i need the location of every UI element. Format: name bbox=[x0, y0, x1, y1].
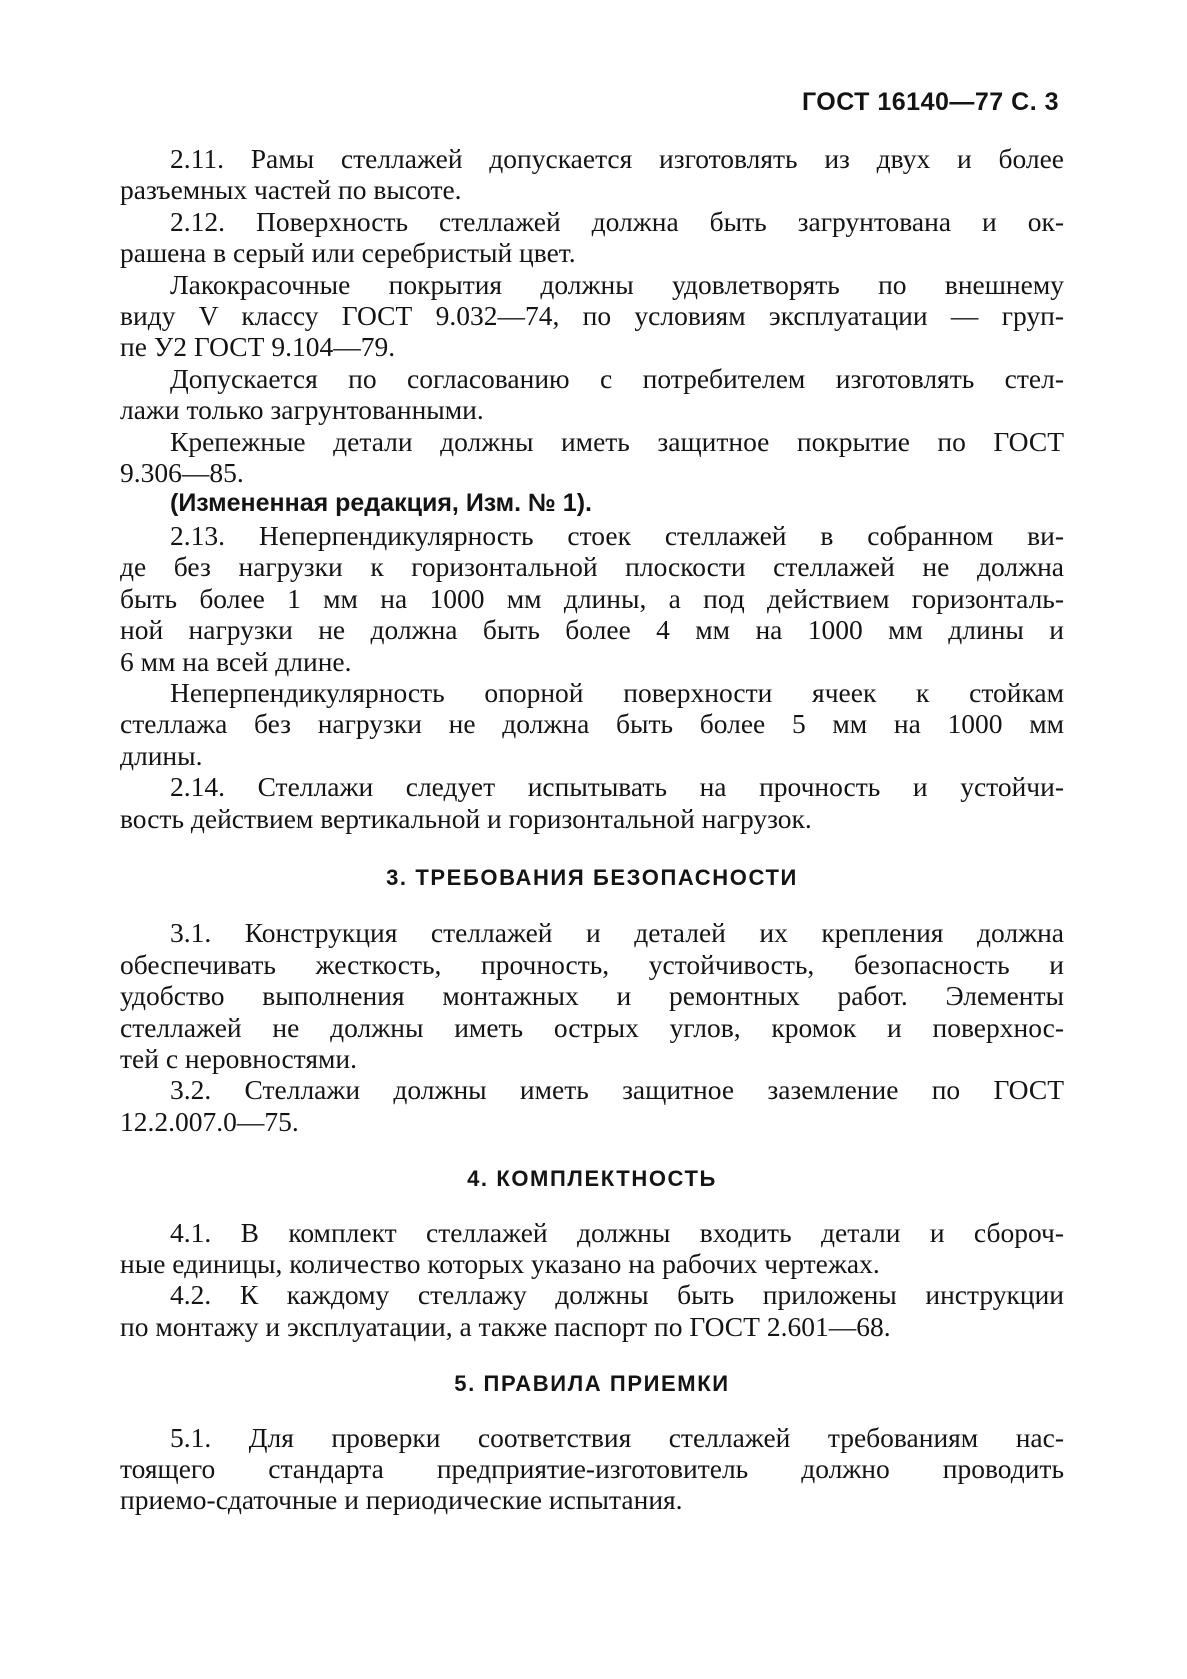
text-line: 3.1. Конструкция стеллажей и деталей их крепления должна bbox=[170, 917, 1064, 949]
text-line: пе У2 ГОСТ 9.104—79. bbox=[120, 331, 396, 363]
paragraph-2-13 bbox=[120, 520, 1064, 677]
text-line: 3.2. Стеллажи должны иметь защитное заземление по ГОСТ bbox=[170, 1074, 1064, 1106]
text-line: удобство выполнения монтажных и ремонтных работ. Элементы bbox=[120, 980, 1064, 1012]
page-header: ГОСТ 16140—77 С. 3 bbox=[801, 88, 1059, 116]
paragraph-2-11 bbox=[120, 143, 1064, 206]
text-line: 2.11. Рамы стеллажей допускается изготовлять из двух и более bbox=[170, 143, 1064, 174]
text-line: де без нагрузки к горизонтальной плоскости стеллажей не должна bbox=[120, 551, 1064, 583]
text-line: обеспечивать жесткость, прочность, устойчивость, безопасность и bbox=[120, 948, 1064, 980]
text-line: рашена в серый или серебристый цвет. bbox=[120, 237, 576, 269]
paragraph-paint-coatings bbox=[120, 269, 1064, 363]
text-line: Лакокрасочные покрытия должны удовлетворять по внешнему bbox=[170, 268, 1064, 300]
text-line: тоящего стандарта предприятие-изготовитель должно проводить bbox=[120, 1453, 1064, 1485]
text-line: Допускается по согласованию с потребителем изготовлять стел- bbox=[170, 362, 1064, 394]
text-line: 2.14. Стеллажи следует испытывать на прочность и устойчи- bbox=[170, 771, 1064, 803]
text-line: длины. bbox=[120, 739, 203, 771]
text-line: 2.13. Неперпендикулярность стоек стеллажей в собранном ви- bbox=[170, 519, 1064, 551]
text-line: лажи только загрунтованными. bbox=[120, 394, 484, 426]
text-line: 12.2.007.0—75. bbox=[120, 1105, 299, 1137]
document-body bbox=[120, 143, 1064, 1516]
paragraph-4-1 bbox=[120, 1217, 1064, 1280]
text-line: виду V классу ГОСТ 9.032—74, по условиям эксплуатации — груп- bbox=[120, 300, 1064, 332]
text-line: Неперпендикулярность опорной поверхности ячеек к стойкам bbox=[170, 676, 1064, 708]
text-line: ной нагрузки не должна быть более 4 мм на 1000 мм длины и bbox=[120, 614, 1064, 646]
text-line: 4.1. В комплект стеллажей должны входить детали и сбороч- bbox=[170, 1216, 1064, 1248]
paragraph-cells bbox=[120, 677, 1064, 771]
paragraph-2-12 bbox=[120, 206, 1064, 269]
paragraph-5-1 bbox=[120, 1422, 1064, 1516]
text-line: вость действием вертикальной и горизонтальной нагрузок. bbox=[120, 802, 812, 834]
paragraph-4-2 bbox=[120, 1279, 1064, 1342]
text-line: стеллажа без нагрузки не должна быть более 5 мм на 1000 мм bbox=[120, 708, 1064, 740]
paragraph-3-1 bbox=[120, 917, 1064, 1074]
paragraph-fasteners bbox=[120, 426, 1064, 489]
text-line: 2.12. Поверхность стеллажей должна быть загрунтована и ок- bbox=[170, 205, 1064, 237]
text-line: 9.306—85. bbox=[120, 457, 244, 489]
section-title-acceptance: 5. ПРАВИЛА ПРИЕМКИ bbox=[454, 1371, 730, 1397]
section-title-completeness: 4. КОМПЛЕКТНОСТЬ bbox=[467, 1166, 717, 1192]
text-line: приемо-сдаточные и периодические испытания. bbox=[120, 1484, 683, 1516]
paragraph-3-2 bbox=[120, 1074, 1064, 1137]
text-line: тей с неровностями. bbox=[120, 1042, 357, 1074]
text-line: 5.1. Для проверки соответствия стеллажей требованиям нас- bbox=[170, 1421, 1064, 1453]
text-line: стеллажей не должны иметь острых углов, кромок и поверхнос- bbox=[120, 1011, 1064, 1043]
paragraph-primer-only bbox=[120, 363, 1064, 426]
section-title-safety: 3. ТРЕБОВАНИЯ БЕЗОПАСНОСТИ bbox=[386, 864, 798, 890]
text-line: 6 мм на всей длине. bbox=[120, 645, 352, 677]
text-line: быть более 1 мм на 1000 мм длины, а под действием горизонталь- bbox=[120, 582, 1064, 614]
text-line: ные единицы, количество которых указано на рабочих чертежах. bbox=[120, 1248, 880, 1279]
text-line: разъемных частей по высоте. bbox=[120, 174, 462, 206]
paragraph-2-14 bbox=[120, 771, 1064, 834]
text-line: по монтажу и эксплуатации, а также паспорт по ГОСТ 2.601—68. bbox=[120, 1310, 891, 1342]
amendment-note: (Измененная редакция, Изм. № 1). bbox=[170, 489, 592, 518]
text-line: Крепежные детали должны иметь защитное покрытие по ГОСТ bbox=[170, 425, 1064, 457]
text-line: 4.2. К каждому стеллажу должны быть приложены инструкции bbox=[170, 1279, 1064, 1311]
